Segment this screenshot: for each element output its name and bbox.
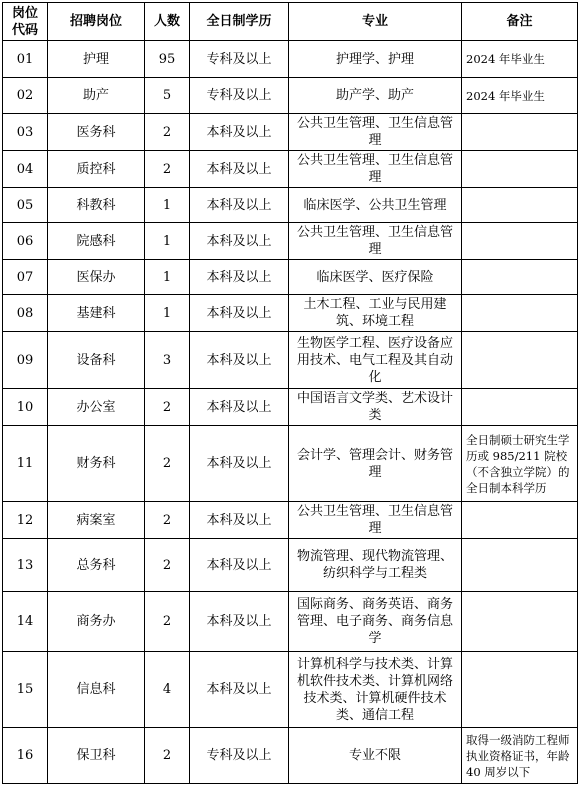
cell-education: 本科及以上 [190,426,289,502]
cell-code: 04 [3,151,48,188]
cell-major: 临床医学、公共卫生管理 [289,188,462,223]
cell-education: 本科及以上 [190,592,289,652]
cell-position: 设备科 [48,332,145,389]
header-note: 备注 [462,3,578,41]
cell-note [462,332,578,389]
cell-position: 医务科 [48,114,145,151]
cell-position: 基建科 [48,295,145,332]
cell-code: 08 [3,295,48,332]
table-row [3,260,578,295]
table-row [3,426,578,502]
table-row [3,389,578,426]
cell-position: 办公室 [48,389,145,426]
cell-major: 国际商务、商务英语、商务管理、电子商务、商务信息学 [289,592,462,652]
cell-position: 商务办 [48,592,145,652]
table-row [3,41,578,78]
cell-education: 本科及以上 [190,188,289,223]
cell-code: 01 [3,41,48,78]
cell-count: 1 [145,260,190,295]
table-row [3,592,578,652]
table-row [3,332,578,389]
cell-position: 助产 [48,78,145,114]
cell-note [462,389,578,426]
cell-note [462,592,578,652]
table-row [3,295,578,332]
cell-education: 本科及以上 [190,295,289,332]
header-position: 招聘岗位 [48,3,145,41]
table-row [3,188,578,223]
cell-note [462,502,578,539]
cell-count: 3 [145,332,190,389]
cell-code: 05 [3,188,48,223]
table-row [3,151,578,188]
cell-major: 物流管理、现代物流管理、纺织科学与工程类 [289,539,462,592]
cell-note [462,260,578,295]
cell-code: 02 [3,78,48,114]
cell-code: 07 [3,260,48,295]
cell-education: 专科及以上 [190,728,289,784]
cell-note [462,539,578,592]
cell-education: 本科及以上 [190,332,289,389]
cell-position: 总务科 [48,539,145,592]
cell-count: 2 [145,728,190,784]
cell-education: 本科及以上 [190,114,289,151]
cell-code: 14 [3,592,48,652]
recruitment-table [2,2,578,784]
cell-education: 本科及以上 [190,223,289,260]
table-row [3,728,578,784]
header-education: 全日制学历 [190,3,289,41]
cell-code: 13 [3,539,48,592]
cell-code: 15 [3,652,48,728]
cell-code: 12 [3,502,48,539]
cell-count: 2 [145,539,190,592]
cell-major: 临床医学、医疗保险 [289,260,462,295]
cell-major: 生物医学工程、医疗设备应用技术、电气工程及其自动化 [289,332,462,389]
cell-education: 本科及以上 [190,652,289,728]
cell-count: 2 [145,114,190,151]
cell-note [462,652,578,728]
cell-major: 计算机科学与技术类、计算机软件技术类、计算机网络技术类、计算机硬件技术类、通信工程 [289,652,462,728]
cell-note [462,151,578,188]
cell-position: 院感科 [48,223,145,260]
cell-note [462,114,578,151]
cell-count: 2 [145,592,190,652]
cell-code: 09 [3,332,48,389]
cell-count: 95 [145,41,190,78]
cell-count: 2 [145,151,190,188]
cell-code: 06 [3,223,48,260]
cell-note: 取得一级消防工程师执业资格证书，年龄 40 周岁以下 [462,728,578,784]
cell-note: 2024 年毕业生 [462,78,578,114]
cell-position: 质控科 [48,151,145,188]
cell-note [462,188,578,223]
cell-position: 信息科 [48,652,145,728]
cell-count: 2 [145,502,190,539]
cell-major: 护理学、护理 [289,41,462,78]
cell-education: 本科及以上 [190,539,289,592]
cell-count: 1 [145,223,190,260]
cell-position: 医保办 [48,260,145,295]
cell-position: 护理 [48,41,145,78]
cell-code: 10 [3,389,48,426]
cell-count: 2 [145,389,190,426]
cell-code: 11 [3,426,48,502]
header-row [3,3,578,41]
cell-education: 本科及以上 [190,151,289,188]
cell-position: 科教科 [48,188,145,223]
cell-education: 本科及以上 [190,389,289,426]
cell-note: 全日制硕士研究生学历或 985/211 院校（不含独立学院）的全日制本科学历 [462,426,578,502]
table-row [3,502,578,539]
table-row [3,652,578,728]
header-code: 岗位代码 [3,3,48,41]
cell-count: 1 [145,188,190,223]
cell-code: 16 [3,728,48,784]
cell-education: 专科及以上 [190,41,289,78]
cell-code: 03 [3,114,48,151]
cell-major: 公共卫生管理、卫生信息管理 [289,502,462,539]
table-row [3,78,578,114]
cell-education: 专科及以上 [190,78,289,114]
cell-major: 公共卫生管理、卫生信息管理 [289,114,462,151]
cell-note [462,223,578,260]
cell-count: 4 [145,652,190,728]
cell-major: 专业不限 [289,728,462,784]
table-row [3,539,578,592]
cell-major: 会计学、管理会计、财务管理 [289,426,462,502]
table-row [3,114,578,151]
cell-count: 2 [145,426,190,502]
cell-major: 中国语言文学类、艺术设计类 [289,389,462,426]
cell-note [462,295,578,332]
cell-note: 2024 年毕业生 [462,41,578,78]
cell-major: 土木工程、工业与民用建筑、环境工程 [289,295,462,332]
cell-count: 5 [145,78,190,114]
cell-position: 病案室 [48,502,145,539]
cell-education: 本科及以上 [190,502,289,539]
cell-major: 公共卫生管理、卫生信息管理 [289,223,462,260]
table-row [3,223,578,260]
cell-major: 助产学、助产 [289,78,462,114]
cell-position: 保卫科 [48,728,145,784]
header-major: 专业 [289,3,462,41]
cell-position: 财务科 [48,426,145,502]
cell-count: 1 [145,295,190,332]
cell-education: 本科及以上 [190,260,289,295]
cell-major: 公共卫生管理、卫生信息管理 [289,151,462,188]
header-count: 人数 [145,3,190,41]
